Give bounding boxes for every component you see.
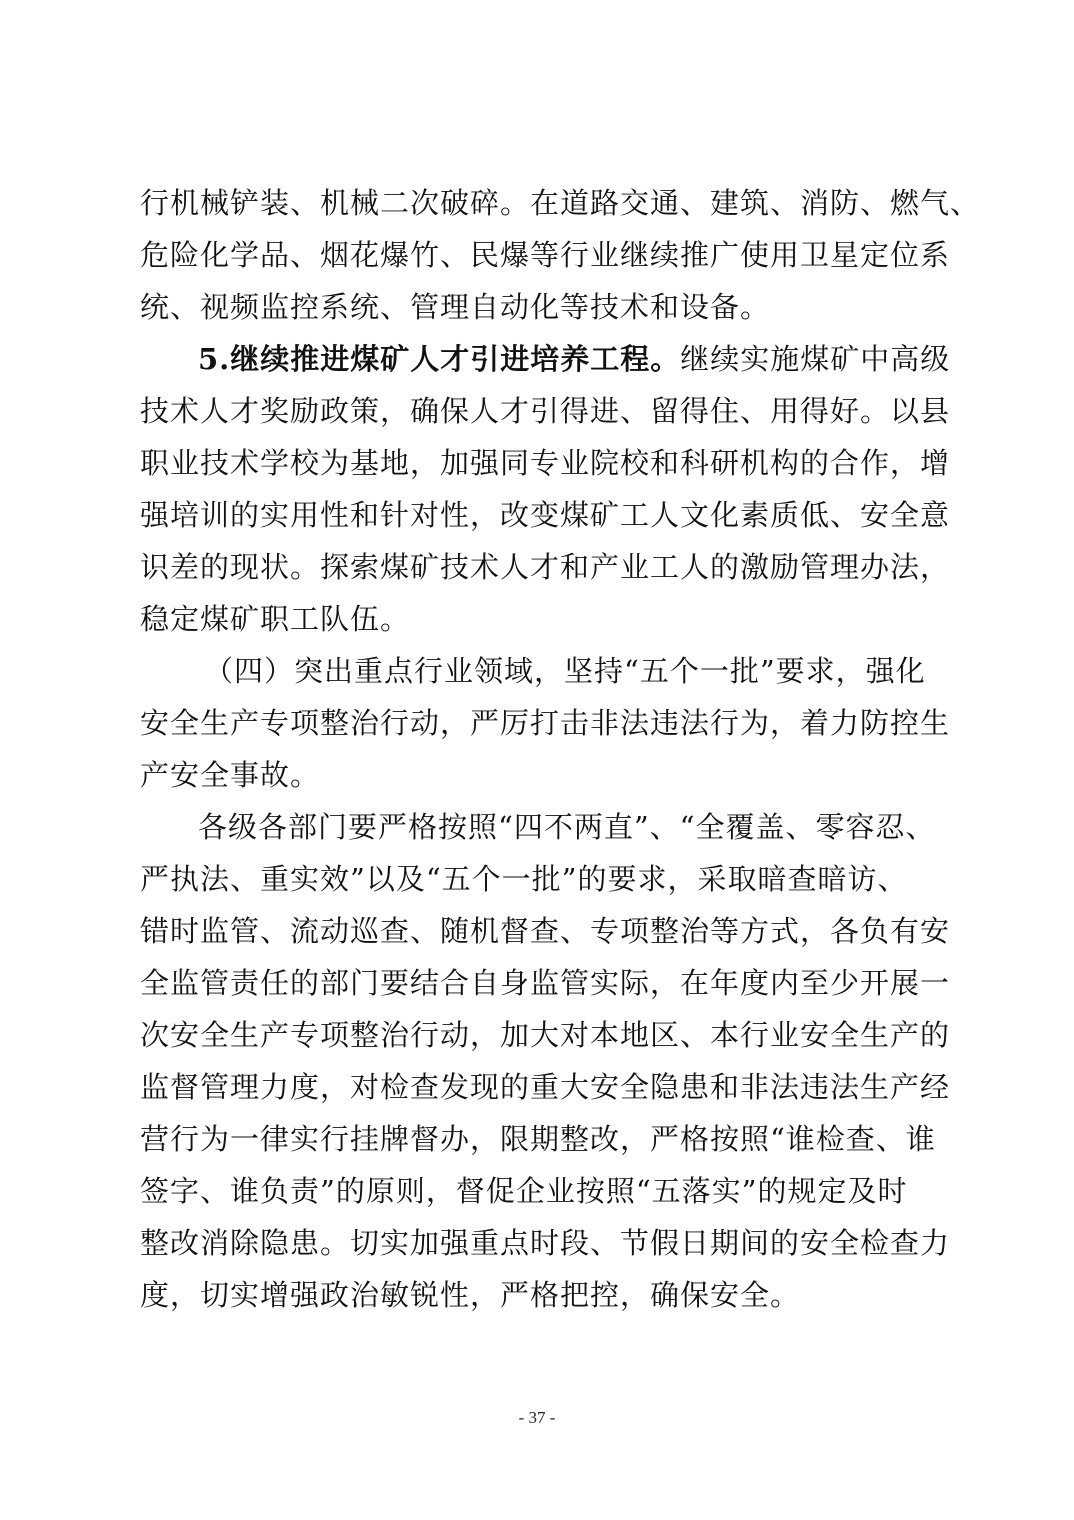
body-text — [140, 177, 981, 1321]
text-line: 错时监管、流动巡查、随机督查、专项整治等方式，各负有安 — [140, 914, 951, 948]
text-line: 整改消除隐患。切实加强重点时段、节假日期间的安全检查力 — [140, 1226, 951, 1260]
text-line: 统、视频监控系统、管理自动化等技术和设备。 — [140, 290, 771, 324]
section-4-heading: （四）突出重点行业领域，坚持“五个一批”要求，强化 — [204, 654, 926, 688]
text-line: 强培训的实用性和针对性，改变煤矿工人文化素质低、安全意 — [140, 498, 951, 532]
text-line: 行机械铲装、机械二次破碎。在道路交通、建筑、消防、燃气、 — [140, 186, 981, 220]
text-line: 全监管责任的部门要结合自身监管实际，在年度内至少开展一 — [140, 966, 951, 1000]
paragraph-first-line: 各级各部门要严格按照“四不两直”、“全覆盖、零容忍、 — [198, 810, 936, 844]
page-number: - 37 - — [518, 1408, 556, 1427]
text-line: 危险化学品、烟花爆竹、民爆等行业继续推广使用卫星定位系 — [140, 238, 951, 272]
text-line: 签字、谁负责”的原则，督促企业按照“五落实”的规定及时 — [140, 1174, 908, 1208]
text-line: 职业技术学校为基地，加强同专业院校和科研机构的合作，增 — [140, 446, 951, 480]
text-line: 识差的现状。探索煤矿技术人才和产业工人的激励管理办法， — [140, 550, 951, 584]
text-line: 严执法、重实效”以及“五个一批”的要求，采取暗查暗访、 — [140, 862, 908, 896]
text-line: 技术人才奖励政策，确保人才引得进、留得住、用得好。以县 — [140, 394, 951, 428]
text-line: 次安全生产专项整治行动，加大对本地区、本行业安全生产的 — [140, 1018, 951, 1052]
section-5-heading: 5.继续推进煤矿人才引进培养工程。 — [198, 342, 681, 376]
text-line: 稳定煤矿职工队伍。 — [140, 602, 411, 636]
text-line: 监督管理力度，对检查发现的重大安全隐患和非法违法生产经 — [140, 1070, 951, 1104]
text-line: 度，切实增强政治敏锐性，严格把控，确保安全。 — [140, 1278, 801, 1312]
section-5-first-line — [140, 333, 951, 385]
text-line: 安全生产专项整治行动，严厉打击非法违法行为，着力防控生 — [140, 706, 951, 740]
text-line: 产安全事故。 — [140, 758, 321, 792]
text-line: 营行为一律实行挂牌督办，限期整改，严格按照“谁检查、谁 — [140, 1122, 936, 1156]
section-5-first-line-rest: 继续实施煤矿中高级 — [680, 342, 951, 376]
